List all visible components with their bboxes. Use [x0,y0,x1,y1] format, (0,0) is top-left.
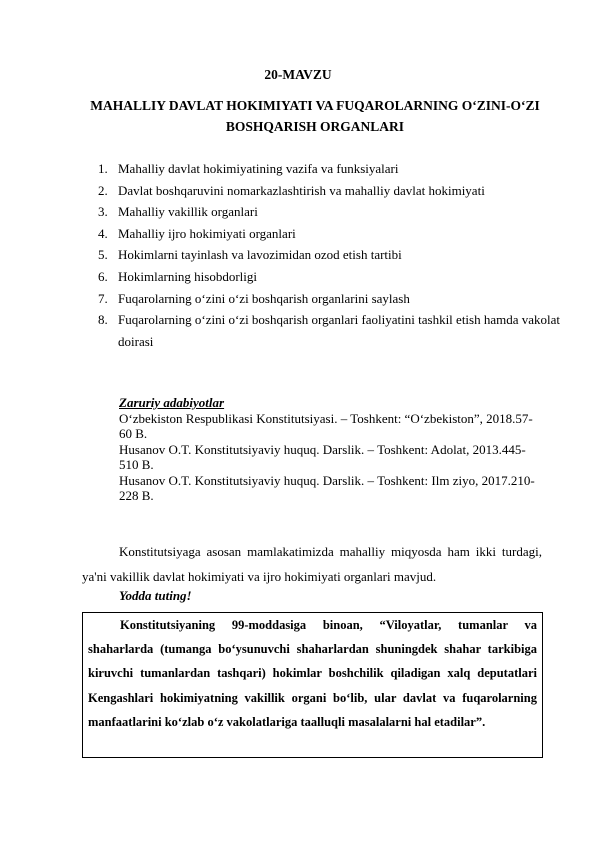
list-item-number: 7. [98,290,108,306]
list-item [98,158,568,180]
reference-item: Husanov O.T. Konstitutsiyaviy huquq. Darslik. – Toshkent: Adolat, 2013.445-510 B. [119,441,526,472]
list-item [98,288,568,310]
reference-item: O‘zbekiston Respublikasi Konstitutsiyasi. – Toshkent: “O‘zbekiston”, 2018.57-60 B. [119,410,533,441]
topics-list [98,158,568,352]
list-item-text: Fuqarolarning o‘zini o‘zi boshqarish organlarini saylash [118,290,410,306]
reference-item: Husanov O.T. Konstitutsiyaviy huquq. Darslik. – Toshkent: Ilm ziyo, 2017.210-228 B. [119,472,535,503]
page-title: MAHALLIY DAVLAT HOKIMIYATI VA FUQAROLARNING O‘ZINI-O‘ZI BOSHQARISH ORGANLARI [90,98,540,134]
list-item [98,180,568,202]
list-item-number: 5. [98,247,108,263]
list-item [98,223,568,245]
list-item-text: Davlat boshqaruvini nomarkazlashtirish va mahalliy davlat hokimiyati [118,182,485,198]
list-item [98,201,568,223]
list-item [98,309,568,352]
list-item-number: 4. [98,225,108,241]
list-item-number: 2. [98,182,108,198]
list-item-text: Mahalliy ijro hokimiyati organlari [118,225,296,241]
list-item-text: Hokimlarning hisobdorligi [118,268,258,284]
remember-label: Yodda tuting! [119,588,192,603]
list-item [98,244,568,266]
references-section [119,395,539,504]
body-paragraph: Konstitutsiyaga asosan mamlakatimizda mahalliy miqyosda ham ikki turdagi, ya'ni vakillik davlat hokimiyati va ijro hokimiyati organlari mavjud. [82,544,542,584]
list-item-text: Hokimlarni tayinlash va lavozimidan ozod etish tartibi [118,247,402,263]
list-item-text: Mahalliy vakillik organlari [118,204,258,220]
lesson-number: 20-MAVZU [264,67,332,82]
highlight-box: Konstitutsiyaning 99-moddasiga binoan, “Viloyatlar, tumanlar va shaharlarda (tumanga bo‘ysunuvchi shaharlardan shuningdek shahar tarkibiga kiruvchi tumanlardan tashqari) hokimlar boshchilik qiladigan xalq deputatlari Kengashlari hokimiyatning vakillik organi bo‘lib, ular davlat va fuqarolarning manfaatlarini ko‘zlab o‘z vakolatlariga taalluqli masalalarni hal etadilar”. [82,612,543,758]
list-item-number: 6. [98,268,108,284]
list-item [98,266,568,288]
list-item-text: Mahalliy davlat hokimiyatining vazifa va funksiyalari [118,161,399,176]
references-heading: Zaruriy adabiyotlar [119,395,225,410]
list-item-number: 3. [98,204,108,220]
list-item-number: 8. [98,312,108,328]
list-item-number: 1. [98,161,108,176]
list-item-text: Fuqarolarning o‘zini o‘zi boshqarish organlari faoliyatini tashkil etish hamda vakolat doirasi [118,312,561,349]
